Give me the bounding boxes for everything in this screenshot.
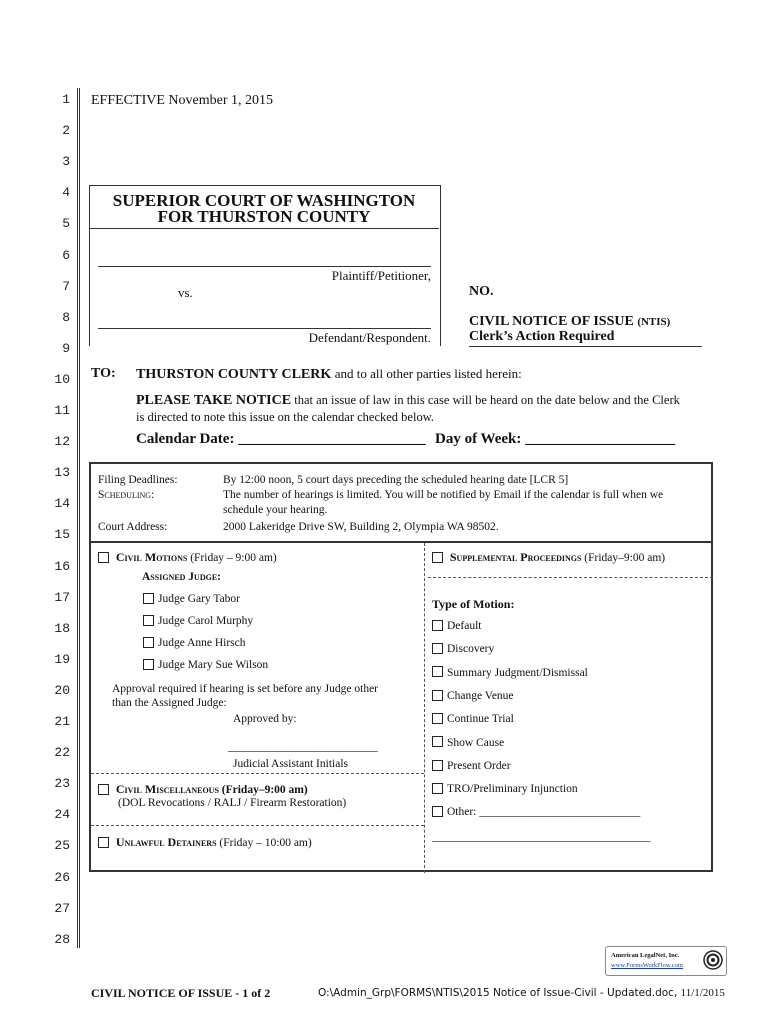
logo-url: www.FormsWorkFlow.com [611, 962, 683, 969]
defendant-label: Defendant/Respondent. [308, 330, 431, 345]
form-title [469, 314, 670, 330]
motion-type-checkbox[interactable] [432, 713, 443, 724]
line-number: 13 [54, 465, 70, 481]
motion-type-option[interactable] [432, 760, 511, 772]
line-number: 15 [54, 527, 70, 543]
motion-type-heading: Type of Motion: [432, 597, 515, 611]
motion-type-checkbox[interactable] [432, 643, 443, 654]
line-number: 24 [54, 807, 70, 823]
motion-type-checkbox[interactable] [432, 620, 443, 631]
to-line [136, 366, 522, 383]
line-number: 10 [54, 371, 70, 387]
scheduling-text-1: The number of hearings is limited. You will be notified by Email if the calendar is full when we [223, 489, 664, 501]
motion-type-label: Summary Judgment/Dismissal [447, 666, 588, 679]
supplemental-checkbox[interactable] [432, 552, 443, 563]
logo-company: American LegalNet, Inc. [611, 952, 680, 959]
motion-type-checkbox[interactable] [432, 783, 443, 794]
judge-option[interactable] [143, 593, 240, 605]
plaintiff-label: Plaintiff/Petitioner, [331, 268, 431, 283]
initials-label: Judicial Assistant Initials [233, 758, 348, 770]
line-number: 11 [54, 403, 70, 418]
civil-motions-time: (Friday – 9:00 am) [190, 552, 277, 564]
line-number: 4 [62, 185, 70, 201]
motion-type-checkbox[interactable] [432, 736, 443, 747]
margin-rule [77, 88, 80, 948]
case-number-label: NO. [469, 284, 494, 299]
caption-divider [89, 228, 439, 229]
court-county: FOR THURSTON COUNTY [157, 207, 371, 226]
supplemental-time: (Friday–9:00 am) [584, 552, 666, 564]
notice-text-1: that an issue of law in this case will be heard on the date below and the Clerk [294, 393, 680, 407]
assigned-judge-label: Assigned Judge: [142, 571, 221, 583]
court-address-text: 2000 Lakeridge Drive SW, Building 2, Olympia WA 98502. [223, 521, 499, 533]
motion-other-checkbox[interactable] [432, 806, 443, 817]
line-number: 12 [54, 434, 70, 450]
footer-page-label: CIVIL NOTICE OF ISSUE - 1 of 2 [91, 986, 271, 1000]
court-address-label: Court Address: [98, 521, 168, 533]
judge-name: Judge Gary Tabor [158, 593, 241, 605]
footer-path: O:\Admin_Grp\FORMS\NTIS\2015 Notice of Issue-Civil - Updated.doc, [318, 987, 678, 999]
to-recipient: THURSTON COUNTY CLERK [136, 367, 332, 382]
initials-line[interactable]: __________________________ [228, 741, 378, 753]
footer-date: 11/1/2015 [680, 987, 725, 999]
judge-checkbox[interactable] [143, 593, 154, 604]
supplemental-label: Supplemental Proceedings [449, 550, 582, 564]
legalnet-logo [605, 946, 727, 976]
line-number: 25 [54, 838, 70, 854]
civil-misc-checkbox[interactable] [98, 784, 109, 795]
motion-type-option[interactable] [432, 620, 481, 632]
line-number: 16 [54, 558, 70, 574]
approval-text-1: Approval required if hearing is set before any Judge other [112, 683, 379, 695]
line-number: 6 [62, 247, 70, 263]
judge-checkbox[interactable] [143, 637, 154, 648]
form-title-abbr: (NTIS) [637, 316, 671, 328]
civil-misc-time: (Friday–9:00 am) [221, 784, 308, 796]
scheduling-label: Scheduling: [98, 489, 155, 501]
approval-text-2: than the Assigned Judge: [112, 697, 227, 709]
line-number: 26 [54, 869, 70, 885]
defendant-line[interactable] [98, 328, 431, 329]
line-number: 8 [62, 309, 70, 325]
judge-name: Judge Anne Hirsch [158, 637, 246, 649]
line-number: 5 [62, 216, 70, 232]
motion-type-label: Discovery [447, 643, 495, 656]
notice-paragraph [136, 392, 726, 425]
unlawful-detainers-option[interactable] [98, 835, 312, 850]
info-divider [89, 541, 713, 543]
motion-type-option[interactable] [432, 690, 514, 702]
motion-other-field[interactable]: Other: ____________________________ [447, 806, 641, 818]
civil-motions-label: Civil Motions [115, 550, 188, 564]
logo-seal-icon [703, 950, 723, 970]
line-number: 7 [62, 278, 70, 294]
line-number: 19 [54, 651, 70, 667]
motion-type-checkbox[interactable] [432, 666, 443, 677]
motion-type-label: Continue Trial [447, 713, 514, 726]
line-number: 23 [54, 776, 70, 792]
day-of-week-field[interactable]: Day of Week: ____________________ [435, 431, 676, 447]
footer-file-path [318, 987, 725, 999]
motion-type-option[interactable] [432, 643, 494, 655]
civil-misc-divider-top [91, 773, 424, 774]
civil-misc-detail: (DOL Revocations / RALJ / Firearm Restoration) [118, 797, 347, 809]
motion-type-checkbox[interactable] [432, 760, 443, 771]
supplemental-divider [428, 577, 713, 578]
motion-type-label: Change Venue [447, 689, 514, 702]
civil-misc-label: Civil Miscellaneous [115, 782, 219, 796]
line-number: 20 [54, 682, 70, 698]
motion-type-option[interactable] [432, 667, 588, 679]
unlawful-detainers-checkbox[interactable] [98, 837, 109, 848]
scheduling-text-2: schedule your hearing. [223, 504, 328, 516]
line-number: 2 [62, 123, 70, 139]
motion-type-label: TRO/Preliminary Injunction [447, 783, 578, 796]
notice-lead: PLEASE TAKE NOTICE [136, 393, 292, 408]
motion-type-label: Show Cause [447, 736, 505, 749]
judge-option[interactable] [143, 615, 253, 627]
approved-by-label: Approved by: [233, 713, 297, 725]
judge-option[interactable] [143, 637, 246, 649]
judge-option[interactable] [143, 659, 268, 671]
judge-checkbox[interactable] [143, 659, 154, 670]
line-number: 22 [54, 745, 70, 761]
form-subtitle: Clerk’s Action Required [469, 329, 615, 344]
motion-type-label: Default [447, 620, 482, 632]
effective-date: EFFECTIVE November 1, 2015 [91, 93, 273, 108]
civil-motions-option[interactable] [98, 550, 277, 565]
filing-deadlines-text: By 12:00 noon, 5 court days preceding the scheduled hearing date [LCR 5] [223, 474, 569, 486]
motion-type-label: Present Order [447, 759, 511, 772]
civil-misc-divider-bottom [91, 825, 424, 826]
judge-name: Judge Mary Sue Wilson [158, 659, 269, 671]
line-number: 3 [62, 154, 70, 170]
motion-type-option[interactable] [432, 713, 514, 725]
motion-other-option[interactable] [432, 806, 640, 818]
civil-motions-checkbox[interactable] [98, 552, 109, 563]
civil-misc-option[interactable] [98, 782, 308, 797]
line-number: 14 [54, 496, 70, 512]
filing-deadlines-label: Filing Deadlines: [98, 474, 178, 486]
line-number: 17 [54, 589, 70, 605]
court-name: SUPERIOR COURT OF WASHINGTON [112, 191, 416, 210]
to-rest: and to all other parties listed herein: [334, 366, 522, 381]
line-number: 27 [54, 900, 70, 916]
unlawful-detainers-label: Unlawful Detainers [115, 835, 217, 849]
line-number: 1 [62, 92, 70, 107]
line-number: 18 [54, 620, 70, 636]
notice-text-2: is directed to note this issue on the calendar checked below. [136, 410, 435, 424]
line-number: 21 [54, 714, 70, 729]
line-number: 9 [62, 340, 70, 356]
unlawful-detainers-time: (Friday – 10:00 am) [219, 837, 312, 849]
calendar-date-field[interactable]: Calendar Date: _________________________ [136, 431, 426, 447]
judge-checkbox[interactable] [143, 615, 154, 626]
motion-type-checkbox[interactable] [432, 690, 443, 701]
plaintiff-line[interactable] [98, 266, 431, 267]
court-title [89, 193, 439, 225]
form-title-text: CIVIL NOTICE OF ISSUE [469, 314, 634, 329]
judge-name: Judge Carol Murphy [158, 615, 254, 627]
supplemental-option[interactable] [432, 550, 665, 565]
motion-type-option[interactable] [432, 783, 578, 795]
motion-type-option[interactable] [432, 737, 504, 749]
title-underline [469, 346, 702, 347]
line-number: 28 [54, 931, 70, 947]
column-divider [424, 543, 425, 873]
to-label: TO: [91, 366, 116, 381]
versus: vs. [178, 285, 193, 300]
motion-other-line[interactable]: ______________________________________ [432, 831, 651, 843]
